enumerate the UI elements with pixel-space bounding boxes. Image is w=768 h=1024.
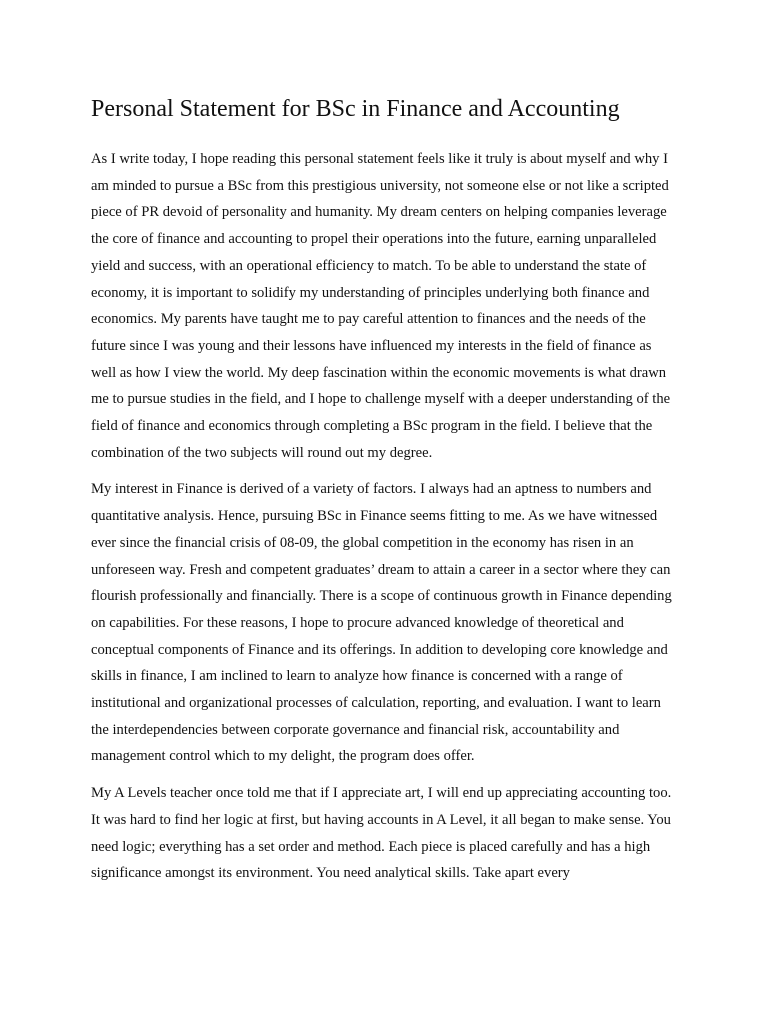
document-body — [91, 94, 678, 897]
document-title: Personal Statement for BSc in Finance and Accounting — [91, 96, 620, 122]
paragraph-finance-interest: My interest in Finance is derived of a variety of factors. I always had an aptness to numbers and quantitative analysis. Hence, pursuing BSc in Finance seems fitting to me. As we have witnessed ever since the financial crisis of 08-09, the global competition in the economy has risen in an unforeseen way. Fresh and competent graduates’ dream to attain a career in a sector where they can flourish professionally and financially. There is a scope of continuous growth in Finance depending on capabilities. For these reasons, I hope to procure advanced knowledge of theoretical and conceptual components of Finance and its offerings. In addition to developing core knowledge and skills in finance, I am inclined to learn to analyze how finance is concerned with a range of institutional and organizational processes of calculation, reporting, and evaluation. I want to learn the interdependencies between corporate governance and financial risk, accountability and management control which to my delight, the program does offer. — [91, 481, 672, 765]
paragraph-intro: As I write today, I hope reading this personal statement feels like it truly is about myself and why I am minded to pursue a BSc from this prestigious university, not someone else or not like a scripted piece of PR devoid of personality and humanity. My dream centers on helping companies leverage the core of finance and accounting to propel their operations into the future, earning unparalleled yield and success, with an operational efficiency to match. To be able to understand the state of economy, it is important to solidify my understanding of principles underlying both finance and economics. My parents have taught me to pay careful attention to finances and the needs of the future since I was young and their lessons have influenced my interests in the field of finance as well as how I view the world. My deep fascination within the economic movements is what drawn me to pursue studies in the field, and I hope to challenge myself with a deeper understanding of the field of finance and economics through completing a BSc program in the field. I believe that the combination of the two subjects will round out my degree. — [91, 151, 671, 461]
paragraph-a-levels: My A Levels teacher once told me that if I appreciate art, I will end up appreciating accounting too. It was hard to find her logic at first, but having accounts in A Level, it all began to make sense. You need logic; everything has a set order and method. Each piece is placed carefully and has a high significance amongst its environment. You need analytical skills. Take apart every — [91, 785, 672, 882]
